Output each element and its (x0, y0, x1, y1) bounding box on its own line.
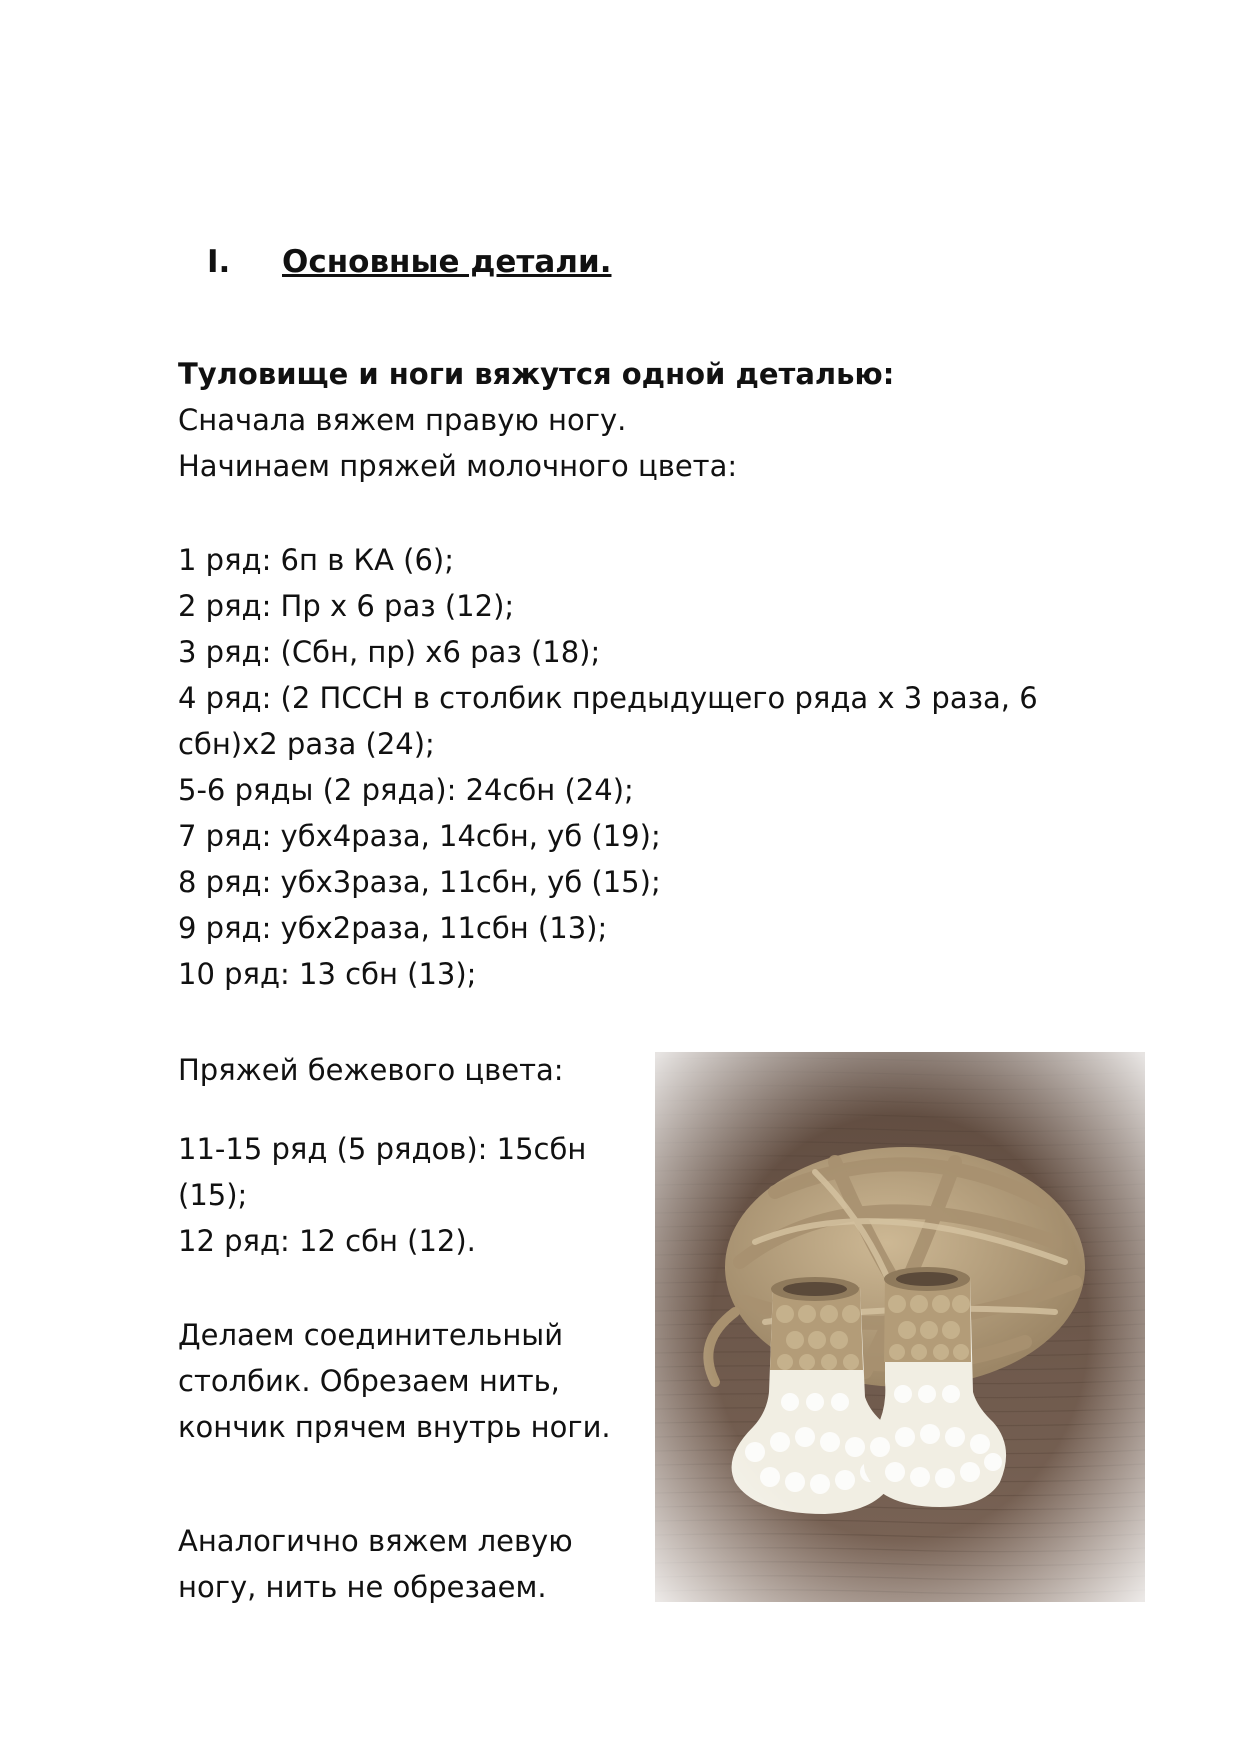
booties-yarn-photo (655, 1052, 1145, 1602)
milk-rows-list (178, 537, 1098, 997)
row-item: 10 ряд: 13 сбн (13); (178, 957, 477, 991)
instruction-paragraph: Делаем соединительный столбик. Обрезаем нить, кончик прячем внутрь ноги. (178, 1318, 611, 1444)
beige-row-item: 11-15 ряд (5 рядов): 15сбн (15); (178, 1132, 587, 1212)
instruction-paragraph: Аналогично вяжем левую ногу, нить не обрезаем. (178, 1524, 573, 1604)
beige-heading: Пряжей бежевого цвета: (178, 1053, 564, 1087)
row-item: 2 ряд: Пр х 6 раз (12); (178, 589, 515, 623)
row-item: 4 ряд: (2 ПССН в столбик предыдущего ряда х 3 раза, 6 сбн)х2 раза (24); (178, 681, 1038, 761)
row-item: 5-6 ряды (2 ряда): 24сбн (24); (178, 773, 634, 807)
beige-rows-list (178, 1126, 618, 1264)
intro-bold-line: Туловище и ноги вяжутся одной деталью: (178, 357, 895, 391)
row-item: 7 ряд: убх4раза, 14сбн, уб (19); (178, 819, 661, 853)
intro-block (178, 351, 894, 489)
row-item: 1 ряд: 6п в КА (6); (178, 543, 454, 577)
row-item: 9 ряд: убх2раза, 11сбн (13); (178, 911, 608, 945)
beige-row-item: 12 ряд: 12 сбн (12). (178, 1224, 476, 1258)
section-title: Основные детали. (282, 244, 612, 280)
row-item: 3 ряд: (Сбн, пр) х6 раз (18); (178, 635, 601, 669)
section-number: I. (207, 244, 231, 280)
row-item: 8 ряд: убх3раза, 11сбн, уб (15); (178, 865, 661, 899)
intro-line-1: Сначала вяжем правую ногу. (178, 403, 627, 437)
intro-line-2: Начинаем пряжей молочного цвета: (178, 449, 738, 483)
